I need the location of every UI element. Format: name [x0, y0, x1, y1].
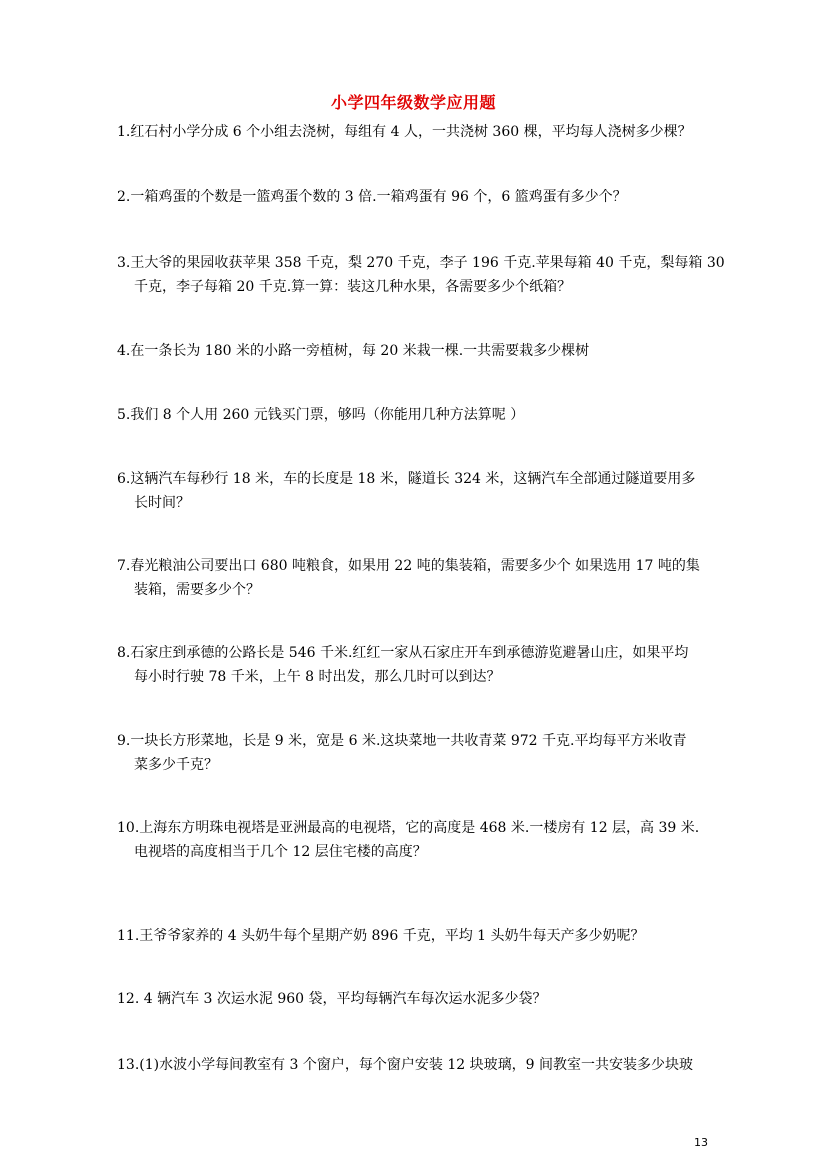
- question-3: [117, 251, 725, 299]
- question-7: [117, 554, 717, 602]
- question-text: 10.上海东方明珠电视塔是亚洲最高的电视塔，它的高度是 468 米.一楼房有 12 层，高 39 米.: [117, 820, 700, 836]
- question-text: 5.我们 8 个人用 260 元钱买门票，够吗（你能用几种方法算呢 ）: [117, 407, 525, 423]
- question-4: [117, 339, 717, 363]
- question-text: 8.石家庄到承德的公路长是 546 千米.红红一家从石家庄开车到承德游览避暑山庄，如果平均: [117, 645, 689, 661]
- question-text: 12. 4 辆汽车 3 次运水泥 960 袋，平均每辆汽车每次运水泥多少袋？: [117, 991, 547, 1007]
- document-title: 小学四年级数学应用题: [330, 93, 496, 112]
- question-8: [117, 641, 717, 689]
- question-6: [117, 467, 717, 515]
- question-text: 1.红石村小学分成 6 个小组去浇树，每组有 4 人，一共浇树 360 棵，平均每人浇树多少棵？: [117, 124, 692, 140]
- question-11: [117, 924, 717, 948]
- question-text-continued: 千克，李子每箱 20 千克.算一算：装这几种水果，各需要多少个纸箱？: [134, 279, 572, 295]
- question-text: 11.王爷爷家养的 4 头奶牛每个星期产奶 896 千克，平均 1 头奶牛每天产多少奶呢？: [117, 928, 645, 944]
- question-12: [117, 987, 717, 1011]
- question-2: [117, 185, 717, 209]
- question-text: 6.这辆汽车每秒行 18 米，车的长度是 18 米，隧道长 324 米，这辆汽车全部通过隧道要用多: [117, 471, 696, 487]
- question-5: [117, 403, 717, 427]
- question-text-continued: 菜多少千克？: [134, 757, 218, 773]
- question-text: 3.王大爷的果园收获苹果 358 千克，梨 270 千克，李子 196 千克.苹果每箱 40 千克，梨每箱 30: [117, 255, 725, 271]
- question-text-continued: 电视塔的高度相当于几个 12 层住宅楼的高度？: [134, 844, 427, 860]
- question-1: [117, 120, 717, 144]
- question-13: [117, 1053, 717, 1077]
- question-text-continued: 长时间？: [134, 495, 190, 511]
- question-text: 13.(1)水波小学每间教室有 3 个窗户，每个窗户安装 12 块玻璃，9 间教室一共安装多少块玻: [117, 1057, 693, 1073]
- question-text: 7.春光粮油公司要出口 680 吨粮食，如果用 22 吨的集装箱，需要多少个 如果选用 17 吨的集: [117, 558, 700, 574]
- question-text-continued: 每小时行驶 78 千米，上午 8 时出发，那么几时可以到达？: [134, 669, 501, 685]
- question-text-continued: 装箱，需要多少个？: [134, 582, 260, 598]
- question-9: [117, 729, 717, 777]
- question-10: [117, 816, 717, 864]
- page-number: 13: [694, 1136, 708, 1149]
- question-text: 4.在一条长为 180 米的小路一旁植树，每 20 米栽一棵.一共需要栽多少棵树: [117, 343, 590, 359]
- question-text: 2.一箱鸡蛋的个数是一篮鸡蛋个数的 3 倍.一箱鸡蛋有 96 个，6 篮鸡蛋有多少个？: [117, 189, 627, 205]
- question-text: 9.一块长方形菜地，长是 9 米，宽是 6 米.这块菜地一共收青菜 972 千克.平均每平方米收青: [117, 733, 687, 749]
